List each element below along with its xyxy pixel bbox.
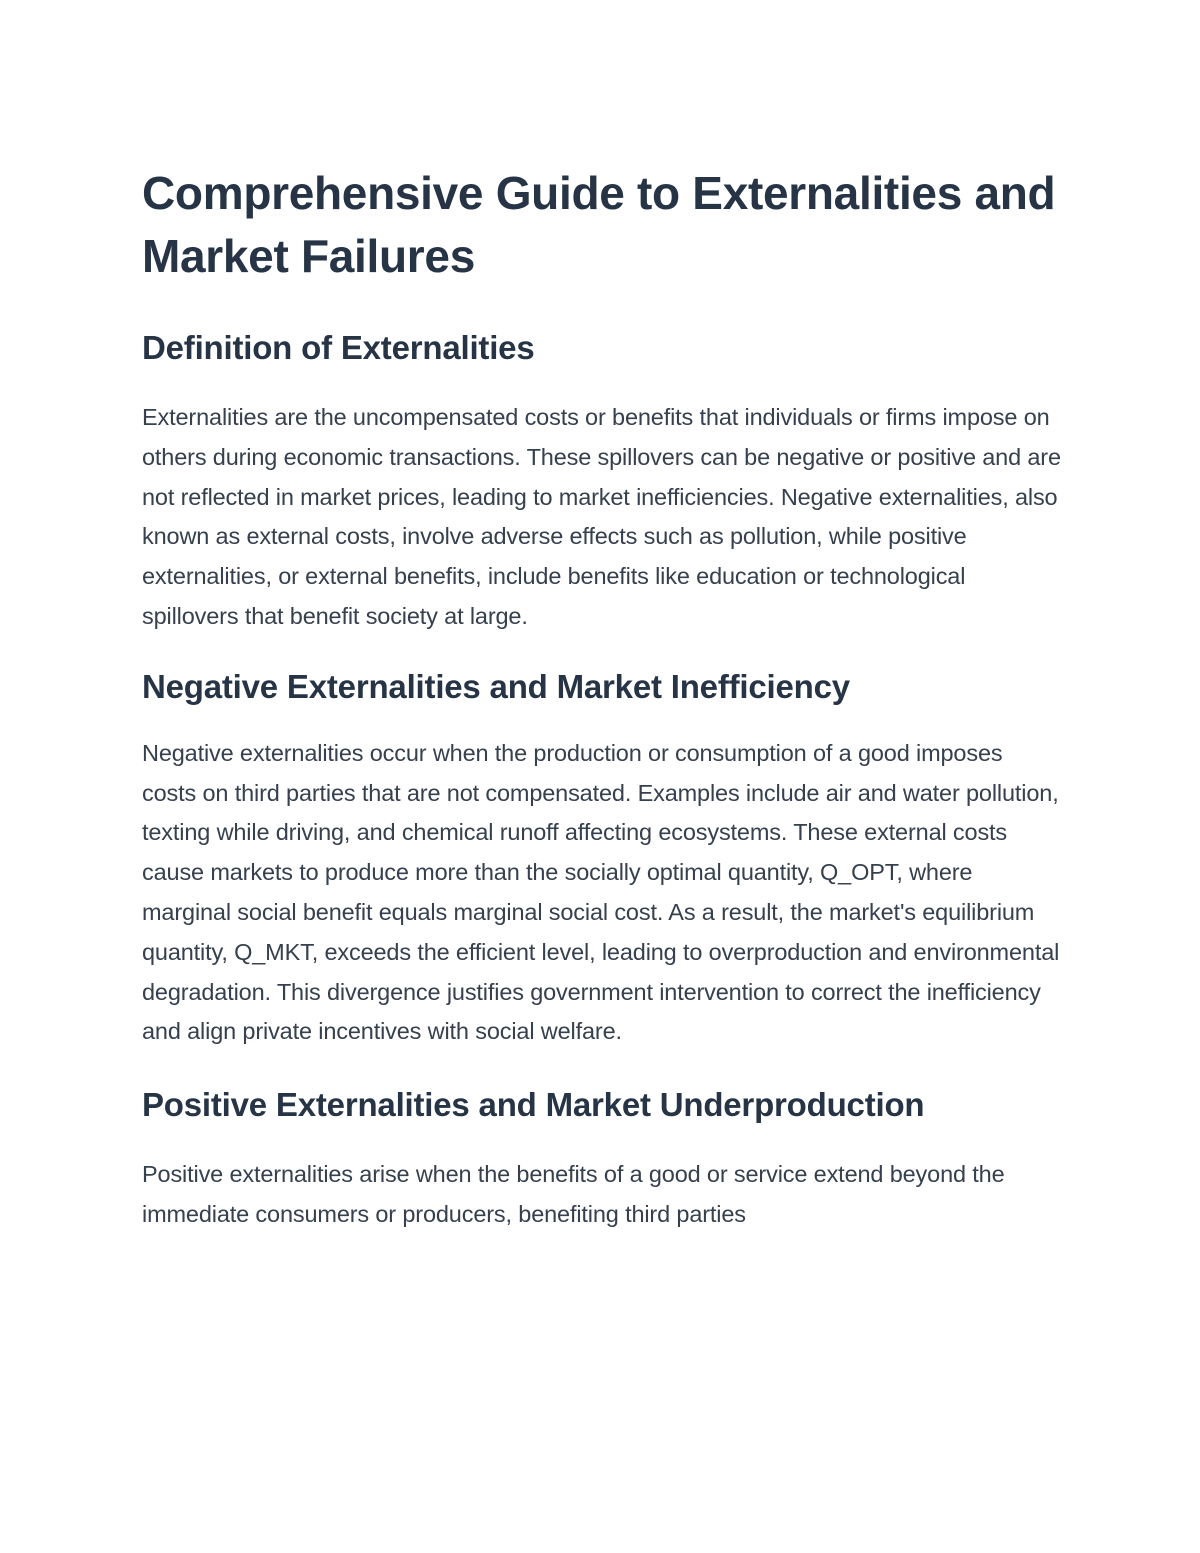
- document-title: Comprehensive Guide to Externalities and Market Failures: [142, 167, 1056, 282]
- section-body-negative-externalities: Negative externalities occur when the production or consumption of a good imposes costs on third parties that are not compensated. Examples include air and water pollution, texting while driving, and chemical runoff affecting ecosystems. These external costs cause markets to produce more than the socially optimal quantity, Q_OPT, where marginal social benefit equals marginal social cost. As a result, the market's equilibrium quantity, Q_MKT, exceeds the efficient level, leading to overproduction and environmental degradation. This divergence justifies government intervention to correct the inefficiency and align private incentives with social welfare.: [142, 739, 1060, 1045]
- section-heading-definition: Definition of Externalities: [142, 329, 535, 366]
- section-body-positive-externalities: Positive externalities arise when the benefits of a good or service extend beyond the immediate consumers or producers, benefiting third parties: [142, 1161, 1005, 1227]
- section-body-definition: Externalities are the uncompensated costs or benefits that individuals or firms impose on others during economic transactions. These spillovers can be negative or positive and are not reflected in market prices, leading to market inefficiencies. Negative externalities, also known as external costs, involve adverse effects such as pollution, while positive externalities, or external benefits, include benefits like education or technological spillovers that benefit society at large.: [142, 404, 1061, 629]
- section-heading-negative-externalities: Negative Externalities and Market Inefficiency: [142, 667, 850, 705]
- document-page: [142, 162, 1062, 1235]
- section-heading-positive-externalities: Positive Externalities and Market Underproduction: [142, 1086, 925, 1124]
